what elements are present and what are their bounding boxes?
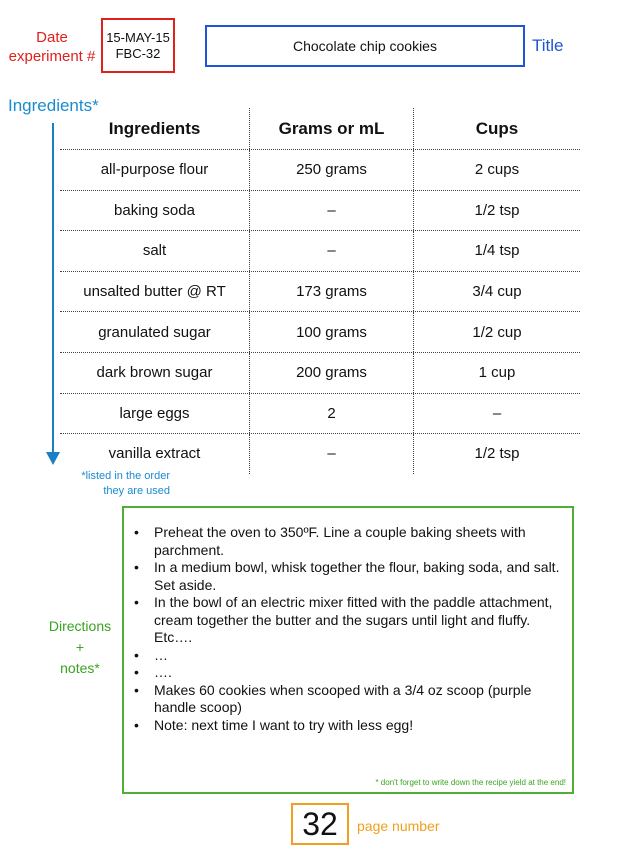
list-item: • … <box>134 647 564 665</box>
ingredient-grams: – <box>250 191 414 231</box>
ingredient-cups: – <box>492 404 502 422</box>
footnote-line: *listed in the order <box>81 470 170 482</box>
order-arrow-line <box>52 123 54 453</box>
title-label: Title <box>532 36 564 55</box>
ingredient-grams: – <box>250 231 414 271</box>
ingredient-name: baking soda <box>60 191 250 231</box>
list-item: • Note: next time I want to try with less egg! <box>134 717 564 735</box>
ingredient-name: vanilla extract <box>60 434 250 474</box>
header-ingredients: Ingredients <box>60 108 250 149</box>
ingredient-name: all-purpose flour <box>60 150 250 190</box>
experiment-value: FBC-32 <box>115 46 161 61</box>
page-number-label: page number <box>357 818 440 834</box>
yield-note: * don't forget to write down the recipe yield at the end! <box>375 778 566 787</box>
ingredient-grams: 100 grams <box>250 312 414 352</box>
table-row <box>60 150 580 191</box>
arrow-down-icon <box>46 452 60 465</box>
table-header-row <box>60 108 580 150</box>
directions-box[interactable] <box>122 506 574 794</box>
header-cups: Cups <box>475 118 519 138</box>
ingredient-cups: 2 cups <box>474 161 520 179</box>
directions-label-line: Directions <box>48 618 112 634</box>
ingredient-cups: 3/4 cup <box>472 283 522 301</box>
table-row <box>60 353 580 394</box>
ingredient-grams: 173 grams <box>250 272 414 312</box>
date-label: Date <box>36 29 68 46</box>
ingredient-cups: 1 cup <box>478 364 516 382</box>
table-row <box>60 272 580 313</box>
table-row <box>60 191 580 232</box>
directions-label-line: notes* <box>60 660 100 676</box>
ingredient-cups: 1/2 tsp <box>474 201 520 219</box>
date-experiment-label <box>2 28 102 66</box>
ingredient-cups: 1/2 tsp <box>474 445 520 463</box>
table-row <box>60 312 580 353</box>
ingredient-cups: 1/2 cup <box>472 323 522 341</box>
ingredient-grams: 2 <box>250 394 414 434</box>
table-row <box>60 394 580 435</box>
list-item: • …. <box>134 664 564 682</box>
list-item: • Makes 60 cookies when scooped with a 3/4 oz scoop (purple handle scoop) <box>134 682 564 717</box>
ingredients-label: Ingredients* <box>8 96 99 115</box>
page-number-box: 32 <box>291 803 349 845</box>
ingredient-name: salt <box>60 231 250 271</box>
experiment-number-label: experiment # <box>8 48 96 65</box>
list-item: • In a medium bowl, whisk together the flour, baking soda, and salt. Set aside. <box>134 559 564 594</box>
ingredient-name: unsalted butter @ RT <box>60 272 250 312</box>
ingredient-grams: 200 grams <box>250 353 414 393</box>
recipe-title: Chocolate chip cookies <box>293 38 437 54</box>
directions-list <box>134 524 564 734</box>
list-item: • Preheat the oven to 350ºF. Line a couple baking sheets with parchment. <box>134 524 564 559</box>
ingredient-grams: – <box>250 434 414 474</box>
ingredient-name: dark brown sugar <box>60 353 250 393</box>
directions-label-line: + <box>75 639 85 655</box>
footnote-line: they are used <box>103 485 170 497</box>
table-row <box>60 434 580 474</box>
header-grams-or-ml: Grams or mL <box>250 108 414 149</box>
list-item: • In the bowl of an electric mixer fitted with the paddle attachment, cream together the butter and the sugars until light and fluffy. Etc…. <box>134 594 564 647</box>
ingredients-table <box>60 108 580 474</box>
date-experiment-box[interactable] <box>101 18 175 73</box>
title-box[interactable] <box>205 25 525 67</box>
directions-label <box>30 616 130 679</box>
ingredient-name: granulated sugar <box>60 312 250 352</box>
ingredient-name: large eggs <box>60 394 250 434</box>
date-value: 15-MAY-15 <box>106 30 170 45</box>
ingredient-cups: 1/4 tsp <box>474 242 520 260</box>
ingredient-grams: 250 grams <box>250 150 414 190</box>
table-row <box>60 231 580 272</box>
